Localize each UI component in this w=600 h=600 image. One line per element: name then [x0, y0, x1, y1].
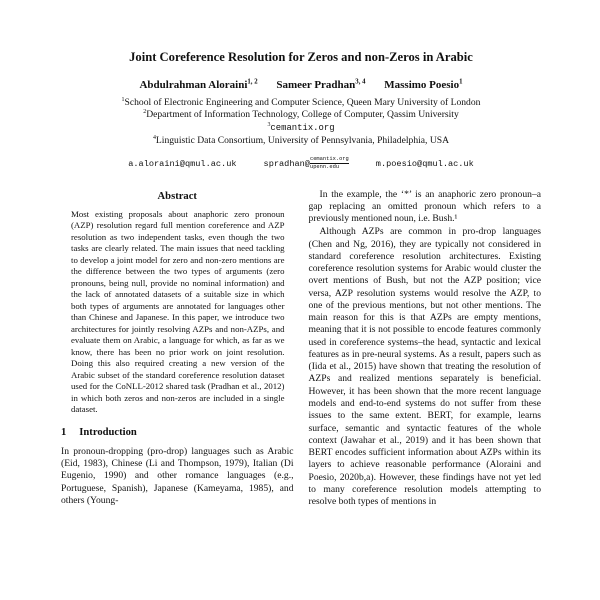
affiliation-text: School of Electronic Engineering and Computer Science, Queen Mary University of London: [124, 96, 481, 108]
affiliation-line: [61, 109, 541, 122]
affiliation-marker: 3: [267, 121, 271, 128]
email-domain-bottom: upenn.edu: [309, 164, 340, 171]
affiliation-marker: 1: [121, 96, 125, 103]
author-affil-marker: 3, 4: [355, 78, 366, 86]
affiliation-marker: 4: [152, 134, 156, 141]
email-line: [61, 156, 541, 171]
left-column: [61, 189, 294, 509]
affiliation-line: [61, 97, 541, 110]
author-affil-marker: 1, 2: [247, 78, 258, 86]
affiliation-text: Linguistic Data Consortium, University of Pennsylvania, Philadelphia, USA: [155, 134, 450, 146]
author-name: Sameer Pradhan: [276, 78, 356, 91]
right-column: [309, 189, 542, 509]
affiliation-url: cemantix.org: [270, 123, 335, 134]
body-paragraph: Although AZPs are common in pro-drop languages (Chen and Ng, 2016), they are typically not considered in standard coreference resolution architectures. Existing coreference resolution systems for Arabic would cluster the overt mentions of Bush, but not the AZP position; vice versa, AZP resolution systems would resolve the AZP, to one of the previous mentions, but not other mentions. The main reason for this is that AZPs are empty mentions, meaning that it is not possible to encode features commonly used in coreference systems–the head, syntactic and lexical features as in pre-neural systems. As a result, papers such as (Iida et al., 2015) have shown that treating the resolution of AZPs and realized mentions separately is beneficial. However, it has been shown that the more recent language models and end-to-end systems do not suffer from these issues to the same extent. BERT, for example, learns surface, semantic and syntactic features of the whole context (Jawahar et al., 2019) and it has been shown that BERT encodes sufficient information about AZPs within its layers to achieve reasonable performance (Aloraini and Poesio, 2020b,a). However, these findings have not yet led to many coreference resolution models attempting to resolve both types of mentions in: [308, 226, 541, 508]
email-address: m.poesio@qmul.ac.uk: [375, 158, 474, 169]
body-paragraph: In the example, the ‘*’ is an anaphoric zero pronoun–a gap replacing an omitted pronoun which refers to a previously mentioned noun, i.e. Bush.¹: [308, 188, 541, 225]
introduction-paragraph: In pronoun-dropping (pro-drop) languages such as Arabic (Eid, 1983), Chinese (Li and Thompson, 1979), Italian (Di Eugenio, 1990) and other romance languages (e.g., Portuguese, Spanish), Japanese (Kameyama, 1985), and others (Young-: [61, 445, 294, 506]
section-number: 1: [61, 426, 67, 438]
affiliation-line: [61, 122, 541, 135]
abstract-heading: Abstract: [157, 190, 197, 202]
affiliation-line: [61, 135, 541, 148]
author-name: Massimo Poesio: [384, 78, 460, 91]
author-line: [61, 79, 541, 91]
email-address: [264, 156, 349, 171]
section-title: Introduction: [79, 426, 137, 438]
author-name: Abdulrahman Aloraini: [139, 78, 248, 91]
two-column-body: [61, 189, 541, 509]
email-address: a.aloraini@qmul.ac.uk: [128, 158, 237, 169]
email-domain-stack: [310, 156, 349, 171]
email-prefix: spradhan@: [263, 159, 310, 170]
section-heading-introduction: [61, 427, 294, 438]
author-affil-marker: 1: [459, 78, 463, 86]
author: [139, 79, 257, 91]
email-domain-top: cemantix.org: [310, 156, 349, 164]
affiliation-text: Department of Information Technology, College of Computer, Qassim University: [146, 109, 459, 121]
paper-header: [61, 50, 541, 172]
affiliations: [61, 97, 541, 148]
abstract-text: Most existing proposals about anaphoric zero pronoun (AZP) resolution regard full mention coreference and AZP resolution as two independent tasks, even though the two tasks are clearly related. The main issues that need tackling to develop a joint model for zero and non-zero mentions are the difference between the two types of arguments (zero pronouns, being null, provide no nominal information) and the lack of annotated datasets of a suitable size in which both types of arguments are annotated for languages other than Chinese and Japanese. In this paper, we introduce two architectures for jointly resolving AZPs and non-AZPs, and evaluate them on Arabic, a language for which, as far as we know, there has been no prior work on joint resolution. Doing this also required creating a new version of the Arabic subset of the standard coreference resolution dataset used for the CoNLL-2012 shared task (Pradhan et al., 2012) in which both zeros and non-zeros are included in a single dataset.: [71, 208, 285, 415]
affiliation-marker: 2: [143, 109, 147, 116]
author: [384, 79, 462, 91]
paper-title: Joint Coreference Resolution for Zeros and non-Zeros in Arabic: [129, 50, 473, 64]
author: [276, 79, 365, 91]
